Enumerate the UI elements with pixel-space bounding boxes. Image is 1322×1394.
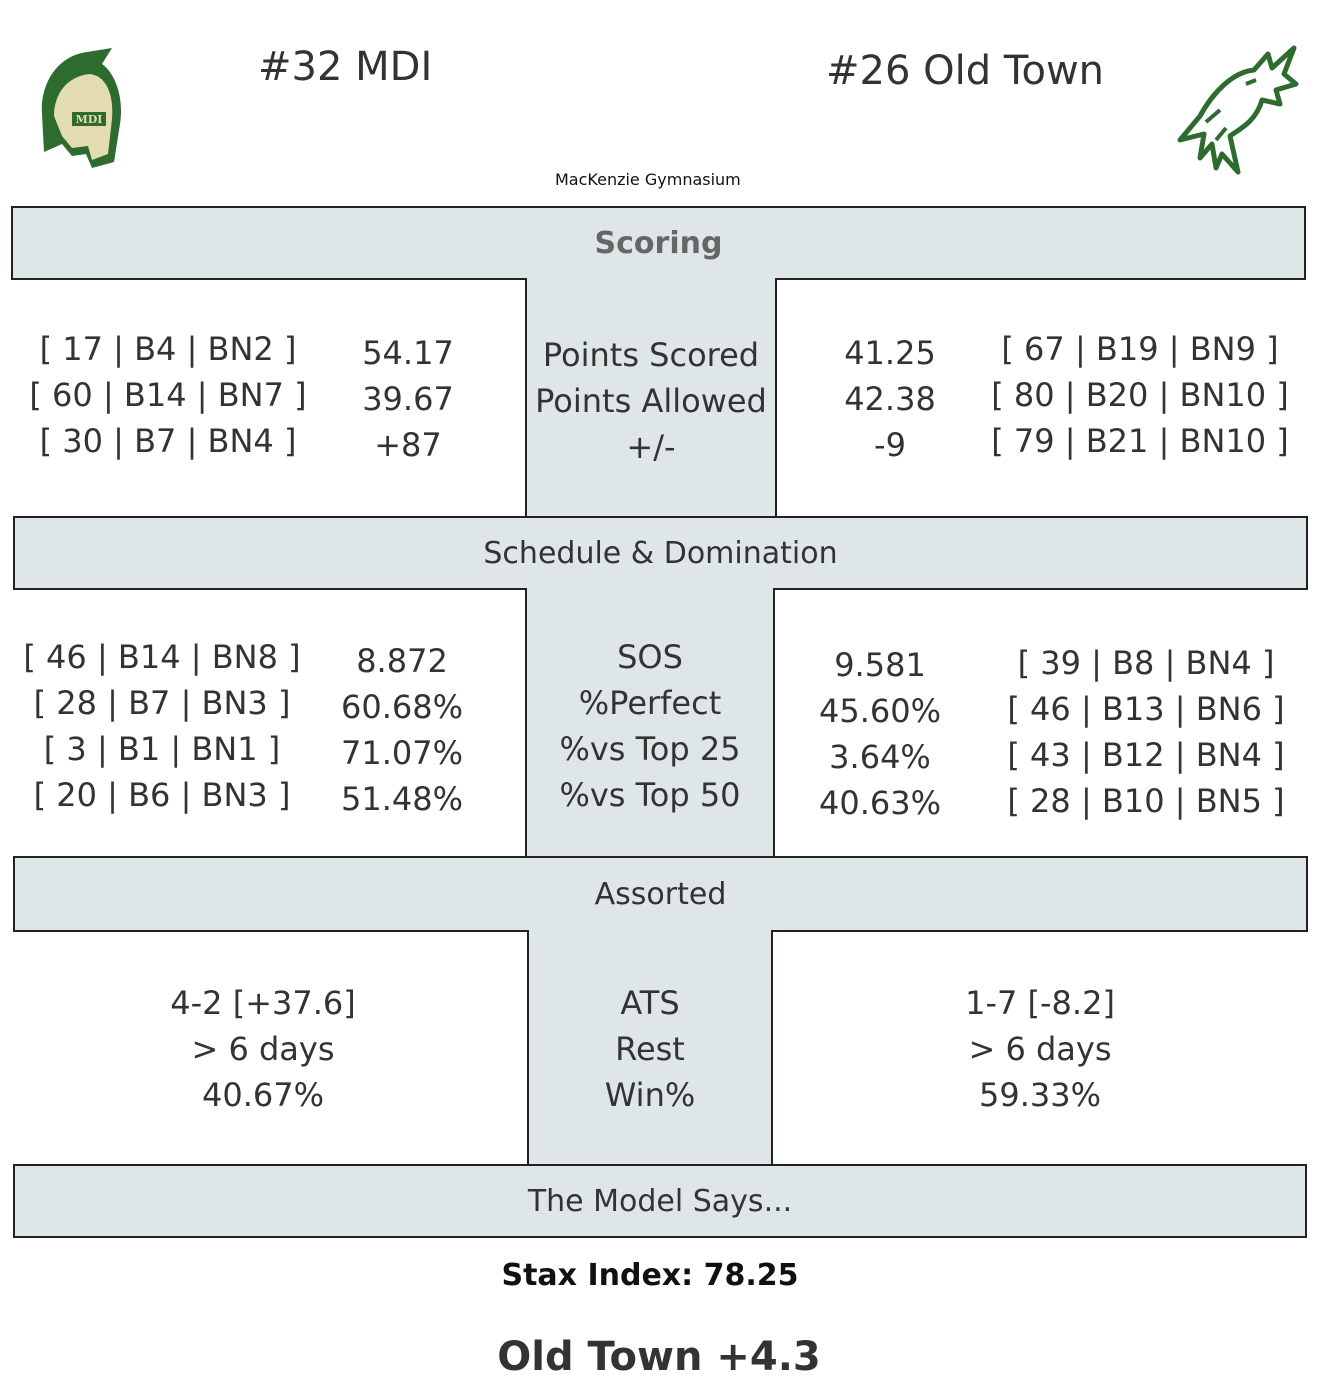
old-town-coyote-logo: [1176, 44, 1304, 176]
value-cell: 1-7 [-8.2]: [965, 984, 1115, 1022]
rank-cell: [ 17 | B4 | BN2 ]: [39, 330, 297, 368]
schedule-away-ranks: [996, 640, 1296, 824]
stat-label: SOS: [617, 638, 683, 676]
rank-cell: [ 60 | B14 | BN7 ]: [29, 376, 307, 414]
value-cell: 45.60%: [818, 692, 941, 730]
stat-label: Rest: [615, 1030, 685, 1068]
stat-label: %vs Top 50: [559, 776, 741, 814]
schedule-labels: [527, 634, 773, 818]
home-team-name: #32 MDI: [258, 44, 433, 90]
stat-label: Points Scored: [542, 336, 760, 374]
value-cell: 60.68%: [340, 688, 463, 726]
rank-cell: [ 39 | B8 | BN4 ]: [1017, 644, 1275, 682]
stat-label: ATS: [620, 984, 680, 1022]
stat-label: +/-: [626, 428, 676, 466]
rank-cell: [ 67 | B19 | BN9 ]: [1001, 330, 1279, 368]
away-team-name: #26 Old Town: [826, 48, 1105, 94]
rank-cell: [ 79 | B21 | BN10 ]: [991, 422, 1289, 460]
value-cell: 8.872: [356, 642, 448, 680]
assorted-home-values: [113, 980, 413, 1118]
value-cell: 41.25: [844, 334, 936, 372]
value-cell: 40.67%: [201, 1076, 324, 1114]
value-cell: 42.38: [844, 380, 936, 418]
rank-cell: [ 46 | B14 | BN8 ]: [23, 638, 301, 676]
model-header: The Model Says...: [13, 1164, 1307, 1238]
value-cell: 3.64%: [829, 738, 931, 776]
stat-label: Win%: [604, 1076, 696, 1114]
model-pick: Old Town +4.3: [497, 1334, 821, 1380]
rank-cell: [ 20 | B6 | BN3 ]: [33, 776, 291, 814]
rank-cell: [ 80 | B20 | BN10 ]: [991, 376, 1289, 414]
value-cell: 40.63%: [818, 784, 941, 822]
schedule-away-values: [805, 642, 955, 826]
value-cell: > 6 days: [191, 1030, 335, 1068]
value-cell: 71.07%: [340, 734, 463, 772]
value-cell: 9.581: [834, 646, 926, 684]
venue-label: MacKenzie Gymnasium: [555, 170, 741, 189]
mdi-logo-text: MDI: [75, 113, 103, 126]
rank-cell: [ 3 | B1 | BN1 ]: [43, 730, 281, 768]
stat-label: %Perfect: [578, 684, 722, 722]
schedule-header: Schedule & Domination: [13, 516, 1308, 590]
value-cell: 54.17: [362, 334, 454, 372]
assorted-header: Assorted: [13, 856, 1308, 932]
rank-cell: [ 28 | B10 | BN5 ]: [1007, 782, 1285, 820]
value-cell: 39.67: [362, 380, 454, 418]
value-cell: +87: [374, 426, 442, 464]
assorted-labels: [529, 980, 771, 1118]
value-cell: > 6 days: [968, 1030, 1112, 1068]
scoring-away-values: [820, 330, 960, 468]
value-cell: 4-2 [+37.6]: [170, 984, 356, 1022]
stax-index: Stax Index: 78.25: [501, 1258, 799, 1293]
schedule-home-values: [327, 638, 477, 822]
assorted-away-values: [890, 980, 1190, 1118]
rank-cell: [ 28 | B7 | BN3 ]: [33, 684, 291, 722]
value-cell: 51.48%: [340, 780, 463, 818]
mdi-spartan-logo: [32, 44, 128, 174]
rank-cell: [ 43 | B12 | BN4 ]: [1007, 736, 1285, 774]
scoring-home-values: [338, 330, 478, 468]
rank-cell: [ 30 | B7 | BN4 ]: [39, 422, 297, 460]
rank-cell: [ 46 | B13 | BN6 ]: [1007, 690, 1285, 728]
scoring-labels: [527, 332, 775, 470]
stat-label: Points Allowed: [535, 382, 767, 420]
scoring-header: Scoring: [11, 206, 1306, 280]
value-cell: 59.33%: [978, 1076, 1101, 1114]
value-cell: -9: [874, 426, 906, 464]
stat-label: %vs Top 25: [559, 730, 741, 768]
scoring-away-ranks: [990, 326, 1290, 464]
scoring-home-ranks: [18, 326, 318, 464]
schedule-home-ranks: [12, 634, 312, 818]
